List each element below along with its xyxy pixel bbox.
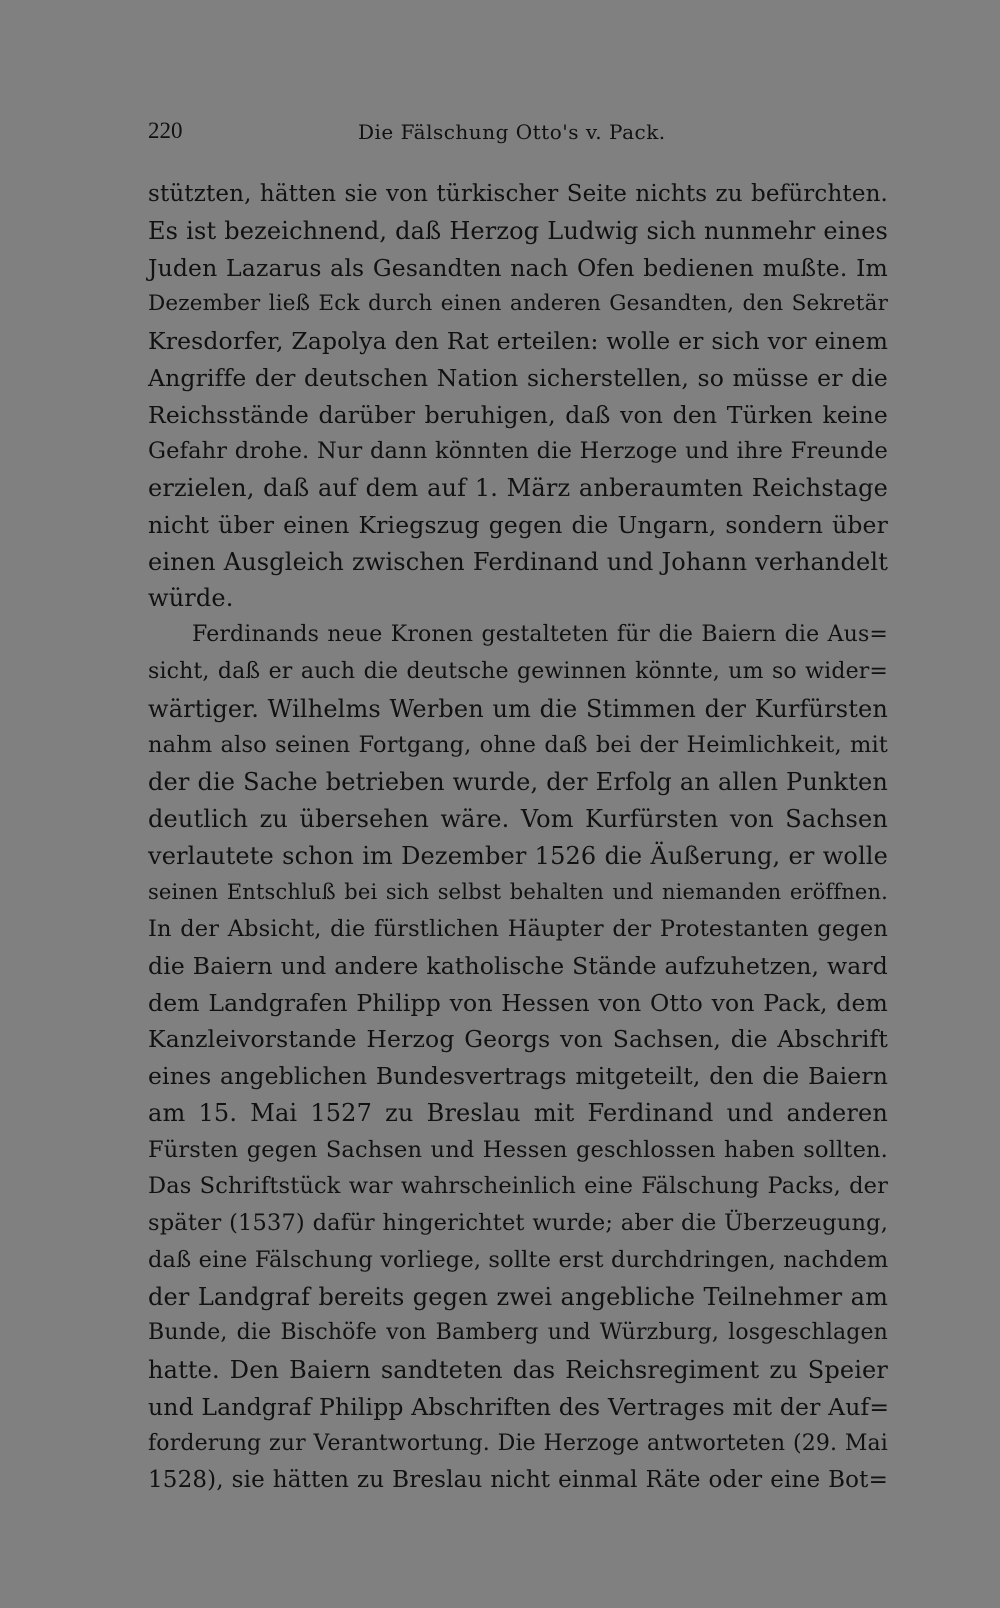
text-line: deutlich zu übersehen wäre. Vom Kurfürsten von Sachsen <box>148 804 888 833</box>
page-number: 220 <box>148 118 183 143</box>
text-line: Das Schriftstück war wahrscheinlich eine Fälschung Packs, der <box>148 1173 888 1200</box>
text-line: hatte. Den Baiern sandteten das Reichsregiment zu Speier <box>148 1356 888 1384</box>
text-line: verlautete schon im Dezember 1526 die Äußerung, er wolle <box>148 841 888 870</box>
text-line: wärtiger. Wilhelms Werben um die Stimmen der Kurfürsten <box>148 694 888 723</box>
text-line: Angriffe der deutschen Nation sicherstellen, so müsse er die <box>148 363 888 392</box>
text-line: und Landgraf Philipp Abschriften des Vertrages mit der Auf= <box>148 1392 890 1421</box>
text-line: Kresdorfer, Zapolya den Rat erteilen: wolle er sich vor einem <box>148 327 888 355</box>
text-line: nicht über einen Kriegszug gegen die Ungarn, sondern über <box>148 510 888 539</box>
text-line: erzielen, daß auf dem auf 1. März anberaumten Reichstage <box>148 474 888 502</box>
text-line: Dezember ließ Eck durch einen anderen Gesandten, den Sekretär <box>148 291 888 317</box>
text-line: am 15. Mai 1527 zu Breslau mit Ferdinand und anderen <box>148 1098 888 1127</box>
paragraph <box>148 617 888 1499</box>
text-line: dem Landgrafen Philipp von Hessen von Otto von Pack, dem <box>148 988 888 1017</box>
text-line: Fürsten gegen Sachsen und Hessen geschlossen haben sollten. <box>148 1136 888 1163</box>
page-header <box>148 118 888 148</box>
text-line: daß eine Fälschung vorliege, sollte erst durchdringen, nachdem <box>148 1246 889 1273</box>
text-line: später (1537) dafür hingerichtet wurde; aber die Überzeugung, <box>148 1210 888 1236</box>
text-line: Reichsstände darüber beruhigen, daß von den Türken keine <box>148 400 888 429</box>
text-line: Es ist bezeichnend, daß Herzog Ludwig sich nunmehr eines <box>148 216 888 245</box>
text-line: Juden Lazarus als Gesandten nach Ofen bedienen mußte. Im <box>148 253 888 282</box>
text-line: sicht, daß er auch die deutsche gewinnen könnte, um so wider= <box>148 658 888 684</box>
text-line: nahm also seinen Fortgang, ohne daß bei der Heimlichkeit, mit <box>148 732 888 759</box>
text-line: würde. <box>148 584 234 613</box>
text-line: Kanzleivorstande Herzog Georgs von Sachsen, die Abschrift <box>148 1025 888 1054</box>
text-line: In der Absicht, die fürstlichen Häupter der Protestanten gegen <box>148 916 888 942</box>
paragraph <box>148 176 888 617</box>
text-line: die Baiern und andere katholische Stände aufzuhetzen, ward <box>148 951 888 980</box>
text-line: Bunde, die Bischöfe von Bamberg und Würzburg, losgeschlagen <box>148 1320 888 1346</box>
text-line: seinen Entschluß bei sich selbst behalten und niemanden eröffnen. <box>148 880 888 905</box>
body-text <box>148 176 888 1499</box>
text-line: stützten, hätten sie von türkischer Seite nichts zu befürchten. <box>148 181 888 207</box>
text-line: der die Sache betrieben wurde, der Erfolg an allen Punkten <box>148 768 888 796</box>
text-line: Ferdinands neue Kronen gestalteten für die Baiern die Aus= <box>192 622 888 647</box>
text-line: forderung zur Verantwortung. Die Herzoge antworteten (29. Mai <box>148 1430 888 1456</box>
text-line: der Landgraf bereits gegen zwei angebliche Teilnehmer am <box>148 1282 888 1311</box>
text-line: einen Ausgleich zwischen Ferdinand und Johann verhandelt <box>148 547 888 576</box>
text-line: 1528), sie hätten zu Breslau nicht einmal Räte oder eine Bot= <box>148 1467 888 1494</box>
text-line: eines angeblichen Bundesvertrags mitgeteilt, den die Baiern <box>148 1062 888 1090</box>
text-line: Gefahr drohe. Nur dann könnten die Herzoge und ihre Freunde <box>148 438 888 465</box>
running-head: Die Fälschung Otto's v. Pack. <box>358 120 666 144</box>
